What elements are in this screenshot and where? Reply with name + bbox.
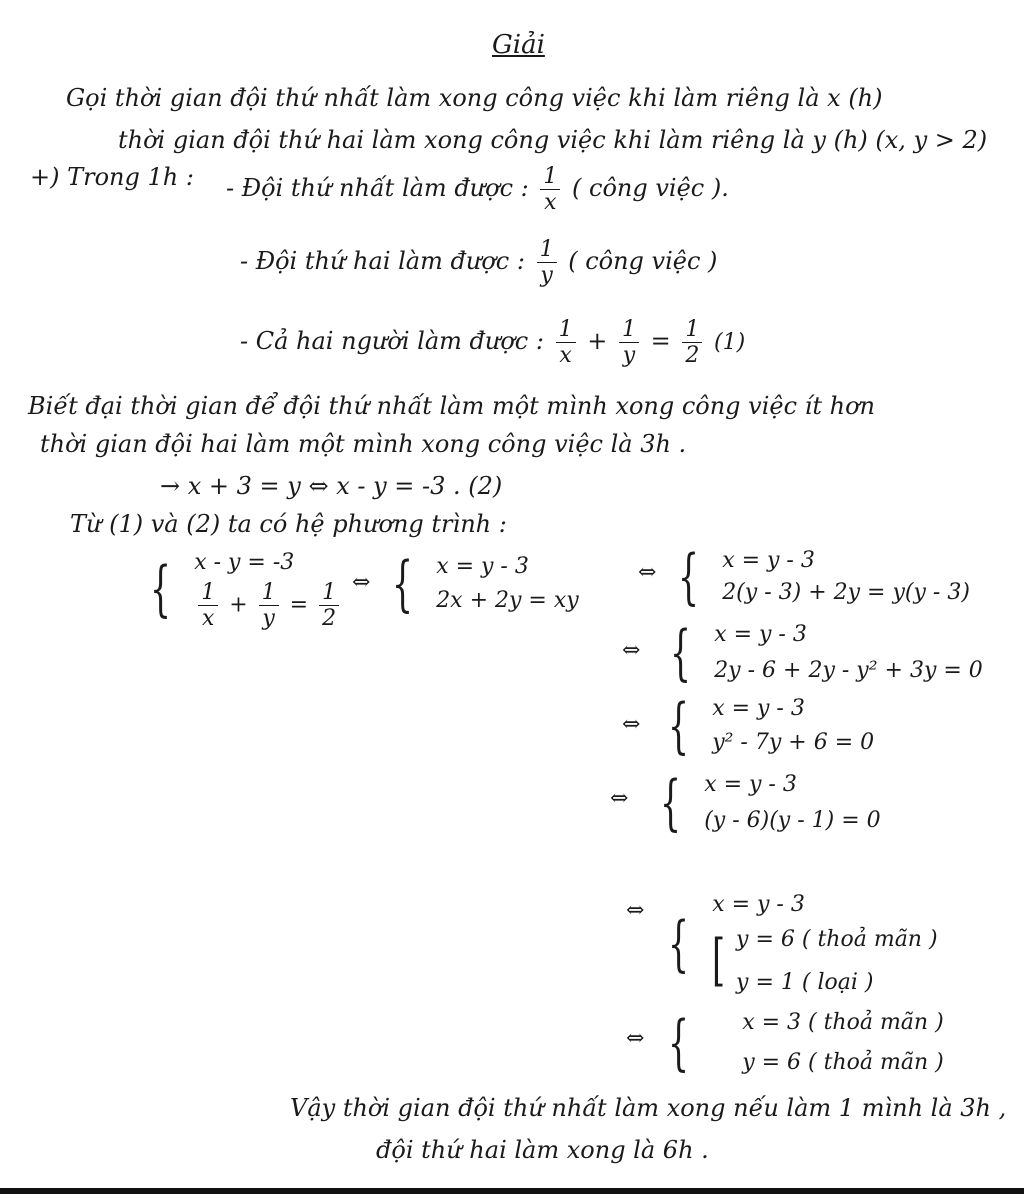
- equation-system-6: [660, 770, 881, 836]
- equation-system-3: [678, 542, 970, 612]
- fraction-1-over-y: [619, 318, 639, 367]
- equals-sign: =: [289, 592, 309, 618]
- line-4-unit: ( công việc ): [568, 247, 718, 276]
- text-line-2: thời gian đội thứ hai làm xong công việc khi làm riêng là y (h) (x, y > 2): [118, 126, 988, 154]
- equivalence-arrow: ⇔: [352, 570, 371, 595]
- frac-den: x: [201, 605, 215, 631]
- conclusion-line-1: Vậy thời gian đội thứ nhất làm xong nếu làm 1 mình là 3h ,: [290, 1094, 1007, 1122]
- equals-sign: =: [650, 327, 671, 356]
- system-rows: [712, 694, 874, 758]
- system-row: x = y - 3: [712, 892, 805, 917]
- fraction-1-over-x: [540, 165, 560, 214]
- equation-system-4: [670, 620, 983, 686]
- system-row: x = y - 3: [712, 696, 805, 721]
- conclusion-line-2: đội thứ hai làm xong là 6h .: [376, 1136, 709, 1164]
- frac-den: y: [540, 263, 553, 289]
- text-line-8: → x + 3 = y ⇔ x - y = -3 . (2): [160, 472, 503, 500]
- text-line-6: Biết đại thời gian để đội thứ nhất làm một mình xong công việc ít hơn: [28, 392, 875, 420]
- frac-den: 2: [322, 605, 337, 631]
- system-rows: [194, 548, 343, 630]
- frac-num: 1: [619, 318, 639, 343]
- system-row: x = 3 ( thoả mãn ): [742, 1010, 944, 1035]
- fraction-1-over-x: [556, 318, 576, 367]
- text-line-7: thời gian đội hai làm một mình xong công việc là 3h .: [40, 430, 687, 458]
- plus-sign: +: [587, 327, 608, 356]
- brace-symbol: {: [670, 618, 692, 688]
- frac-num: 1: [556, 318, 576, 343]
- equivalence-arrow: ⇔: [626, 898, 645, 923]
- bottom-border: [0, 1188, 1024, 1194]
- fraction-1-over-2: [319, 581, 339, 630]
- equivalence-arrow: ⇔: [622, 712, 641, 737]
- frac-den: y: [622, 343, 636, 369]
- frac-den: x: [559, 343, 572, 369]
- case-row: y = 6 ( thoả mãn ): [736, 926, 938, 952]
- brace-symbol: {: [678, 542, 700, 612]
- system-rows: [436, 552, 579, 616]
- brace-symbol: {: [392, 549, 414, 619]
- system-row: 2(y - 3) + 2y = y(y - 3): [722, 580, 970, 606]
- brace-symbol: {: [668, 1008, 690, 1078]
- system-rows: [712, 1008, 944, 1078]
- frac-num: 1: [259, 581, 279, 606]
- frac-num: 1: [537, 238, 557, 263]
- page-title: Giải: [492, 30, 545, 60]
- system-row: x = y - 3: [722, 548, 815, 573]
- equivalence-arrow: ⇔: [622, 638, 641, 663]
- system-row: x = y - 3: [704, 772, 797, 797]
- system-rows: [712, 890, 937, 998]
- frac-num: 1: [319, 581, 339, 606]
- system-row: y² - 7y + 6 = 0: [712, 730, 875, 756]
- system-row: x = y - 3: [436, 554, 529, 579]
- fraction-1-over-x: [198, 581, 218, 630]
- equation-label-1: (1): [714, 330, 746, 356]
- brace-symbol: {: [668, 909, 690, 979]
- line-3-unit: ( công việc ).: [572, 174, 729, 203]
- equation-system-7: [668, 890, 938, 998]
- fraction-1-over-y: [259, 581, 279, 630]
- frac-num: 1: [540, 165, 560, 190]
- system-rows: [704, 770, 880, 836]
- text-line-4: [240, 238, 717, 287]
- equivalence-arrow: ⇔: [626, 1026, 645, 1051]
- equation-system-1: [150, 548, 343, 630]
- system-row: (y - 6)(y - 1) = 0: [704, 808, 881, 834]
- equation-system-5: [668, 691, 875, 761]
- frac-den: 2: [685, 343, 700, 369]
- line-4-label: - Đội thứ hai làm được :: [240, 247, 525, 276]
- system-rows: [722, 546, 970, 608]
- text-line-3: [226, 165, 729, 214]
- line-5-label: - Cả hai người làm được :: [240, 327, 544, 356]
- frac-num: 1: [198, 581, 218, 606]
- text-line-3-intro: +) Trong 1h :: [30, 163, 194, 191]
- system-row: y = 6 ( thoả mãn ): [742, 1050, 944, 1076]
- system-row: x - y = -3: [194, 550, 295, 575]
- brace-symbol: {: [150, 554, 172, 624]
- fraction-1-over-2: [682, 318, 702, 367]
- frac-num: 1: [682, 318, 702, 343]
- equation-system-8: [668, 1008, 944, 1078]
- brace-symbol: {: [660, 768, 682, 838]
- system-row: [194, 581, 343, 630]
- text-line-9: Từ (1) và (2) ta có hệ phương trình :: [70, 510, 507, 538]
- system-rows: [714, 620, 983, 686]
- fraction-1-over-y: [537, 238, 557, 287]
- equivalence-arrow: ⇔: [610, 786, 629, 811]
- brace-symbol: {: [668, 691, 690, 761]
- plus-sign: +: [229, 592, 248, 618]
- frac-den: y: [262, 605, 275, 631]
- text-line-1: Gọi thời gian đội thứ nhất làm xong công việc khi làm riêng là x (h): [66, 84, 883, 112]
- system-row: 2x + 2y = xy: [436, 588, 579, 614]
- system-row-case: [712, 925, 937, 998]
- line-3-label: - Đội thứ nhất làm được :: [226, 174, 529, 203]
- equivalence-arrow: ⇔: [638, 560, 657, 585]
- bracket-symbol: [: [712, 928, 726, 994]
- text-line-5: [240, 318, 745, 367]
- system-row: 2y - 6 + 2y - y² + 3y = 0: [714, 658, 983, 684]
- case-rows: [736, 925, 938, 998]
- system-row: x = y - 3: [714, 622, 807, 647]
- case-row: y = 1 ( loại ): [736, 970, 874, 996]
- equation-system-2: [392, 549, 579, 619]
- frac-den: x: [544, 190, 557, 216]
